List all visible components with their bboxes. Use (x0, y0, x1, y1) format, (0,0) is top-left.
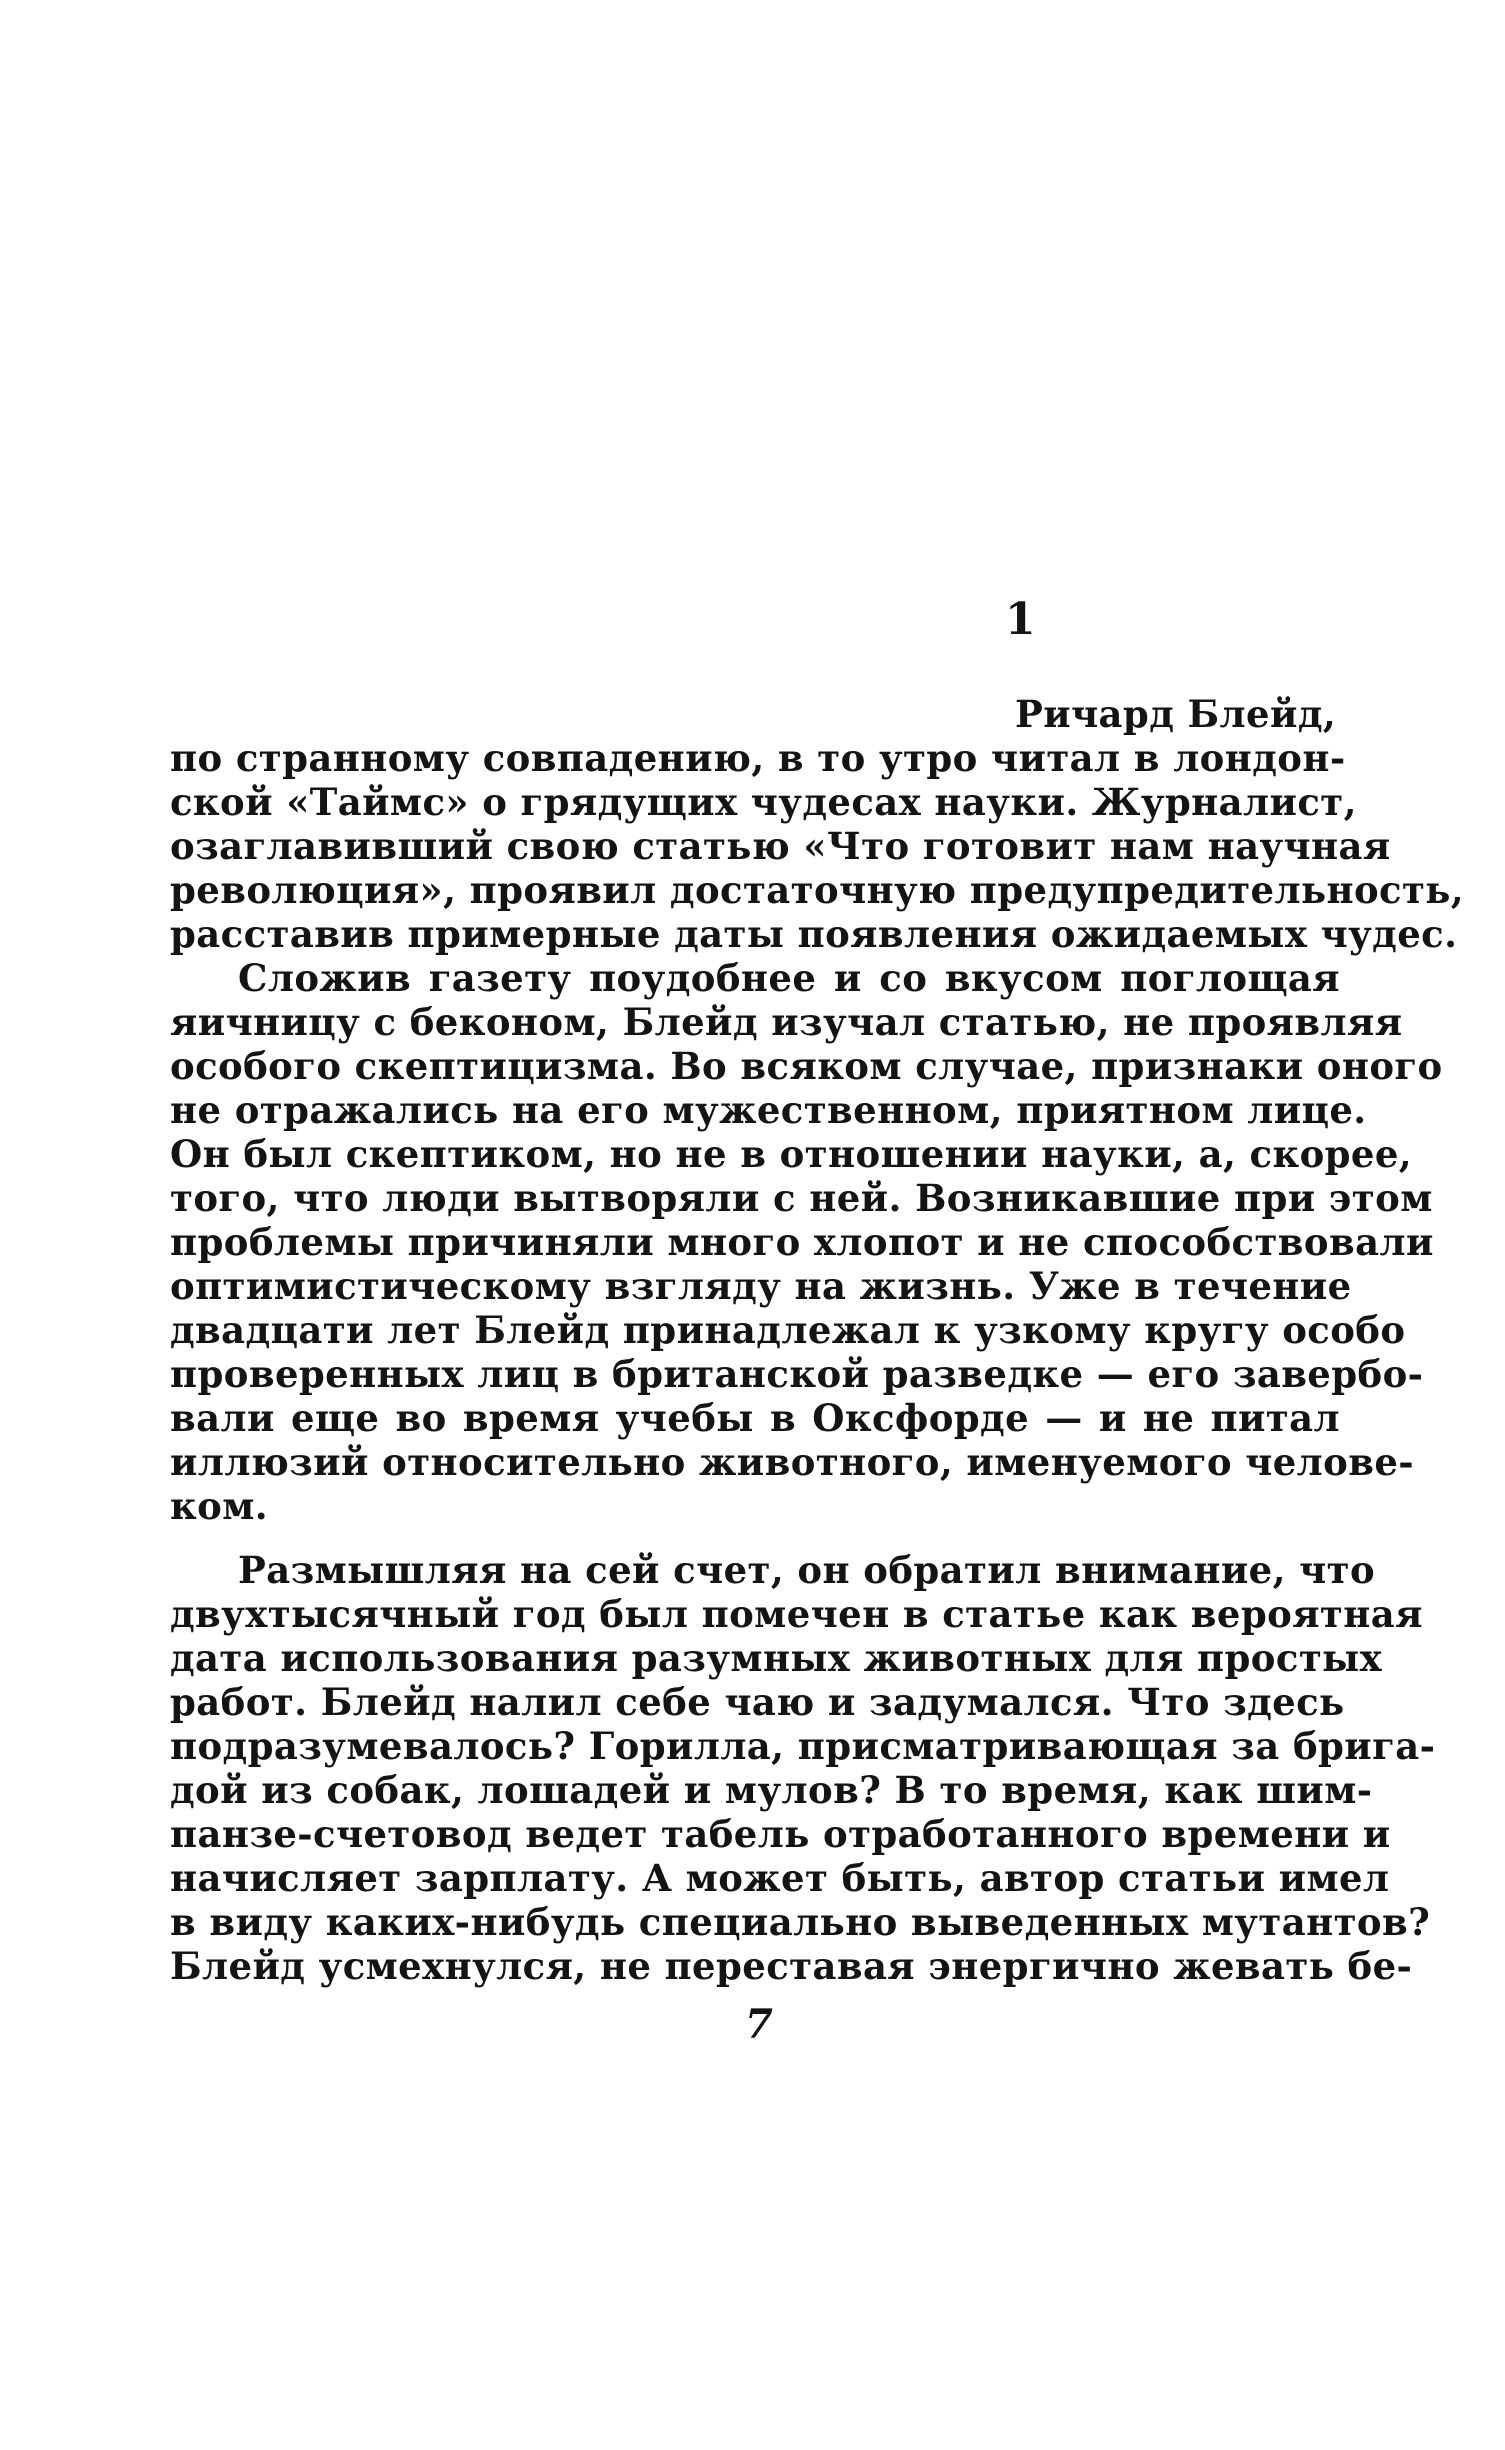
text-line: дой из собак, лошадей и мулов? В то время, как шим- (170, 1768, 1373, 1812)
body-text (170, 692, 1465, 1988)
text-line: работ. Блейд налил себе чаю и задумался. Что здесь (170, 1680, 1345, 1724)
text-line: Он был скептиком, но не в отношении науки, а, скорее, (170, 1132, 1413, 1176)
text-line: Сложив газету поудобнее и со вкусом поглощая (238, 956, 1340, 1000)
text-line: того, что люди вытворяли с ней. Возникавшие при этом (170, 1176, 1433, 1220)
text-line: ком. (170, 1484, 269, 1528)
text-line: иллюзий относительно животного, именуемого челове- (170, 1440, 1415, 1484)
text-line: ской «Таймс» о грядущих чудесах науки. Журналист, (170, 780, 1357, 824)
text-line: двадцати лет Блейд принадлежал к узкому кругу особо (170, 1308, 1406, 1352)
text-line: в виду каких-нибудь специально выведенных мутантов? (170, 1900, 1431, 1944)
text-line: расставив примерные даты появления ожидаемых чудес. (170, 912, 1458, 956)
text-line: особого скептицизма. Во всяком случае, признаки оного (170, 1044, 1443, 1088)
text-line: дата использования разумных животных для простых (170, 1636, 1383, 1680)
text-line: Блейд усмехнулся, не переставая энергично жевать бе- (170, 1944, 1413, 1988)
page-number: 7 (745, 2001, 773, 2048)
text-line: революция», проявил достаточную предупредительность, (170, 868, 1465, 912)
chapter-number: 1 (1005, 594, 1036, 645)
text-line: яичницу с беконом, Блейд изучал статью, не проявляя (170, 1000, 1403, 1044)
text-line: начисляет зарплату. А может быть, автор статьи имел (170, 1856, 1390, 1900)
paragraph-1 (170, 692, 1465, 956)
text-line: проблемы причиняли много хлопот и не способствовали (170, 1220, 1434, 1264)
text-line: двухтысячный год был помечен в статье как вероятная (170, 1592, 1423, 1636)
text-line: не отражались на его мужественном, приятном лице. (170, 1088, 1367, 1132)
text-line: вали еще во время учебы в Оксфорде — и не питал (170, 1396, 1340, 1440)
text-line: проверенных лиц в британской разведке — его завербо- (170, 1352, 1424, 1396)
text-line: Размышляя на сей счет, он обратил внимание, что (238, 1548, 1376, 1592)
paragraph-3 (170, 1548, 1436, 1988)
text-line: по странному совпадению, в то утро читал в лондон- (170, 736, 1346, 780)
text-line: панзе-счетовод ведет табель отработанного времени и (170, 1812, 1391, 1856)
paragraph-2 (170, 956, 1443, 1528)
text-line: оптимистическому взгляду на жизнь. Уже в течение (170, 1264, 1352, 1308)
text-line: подразумевалось? Горилла, присматривающая за брига- (170, 1724, 1436, 1768)
text-line: озаглавивший свою статью «Что готовит нам научная (170, 824, 1391, 868)
text-line: Ричард Блейд, (1015, 692, 1337, 736)
